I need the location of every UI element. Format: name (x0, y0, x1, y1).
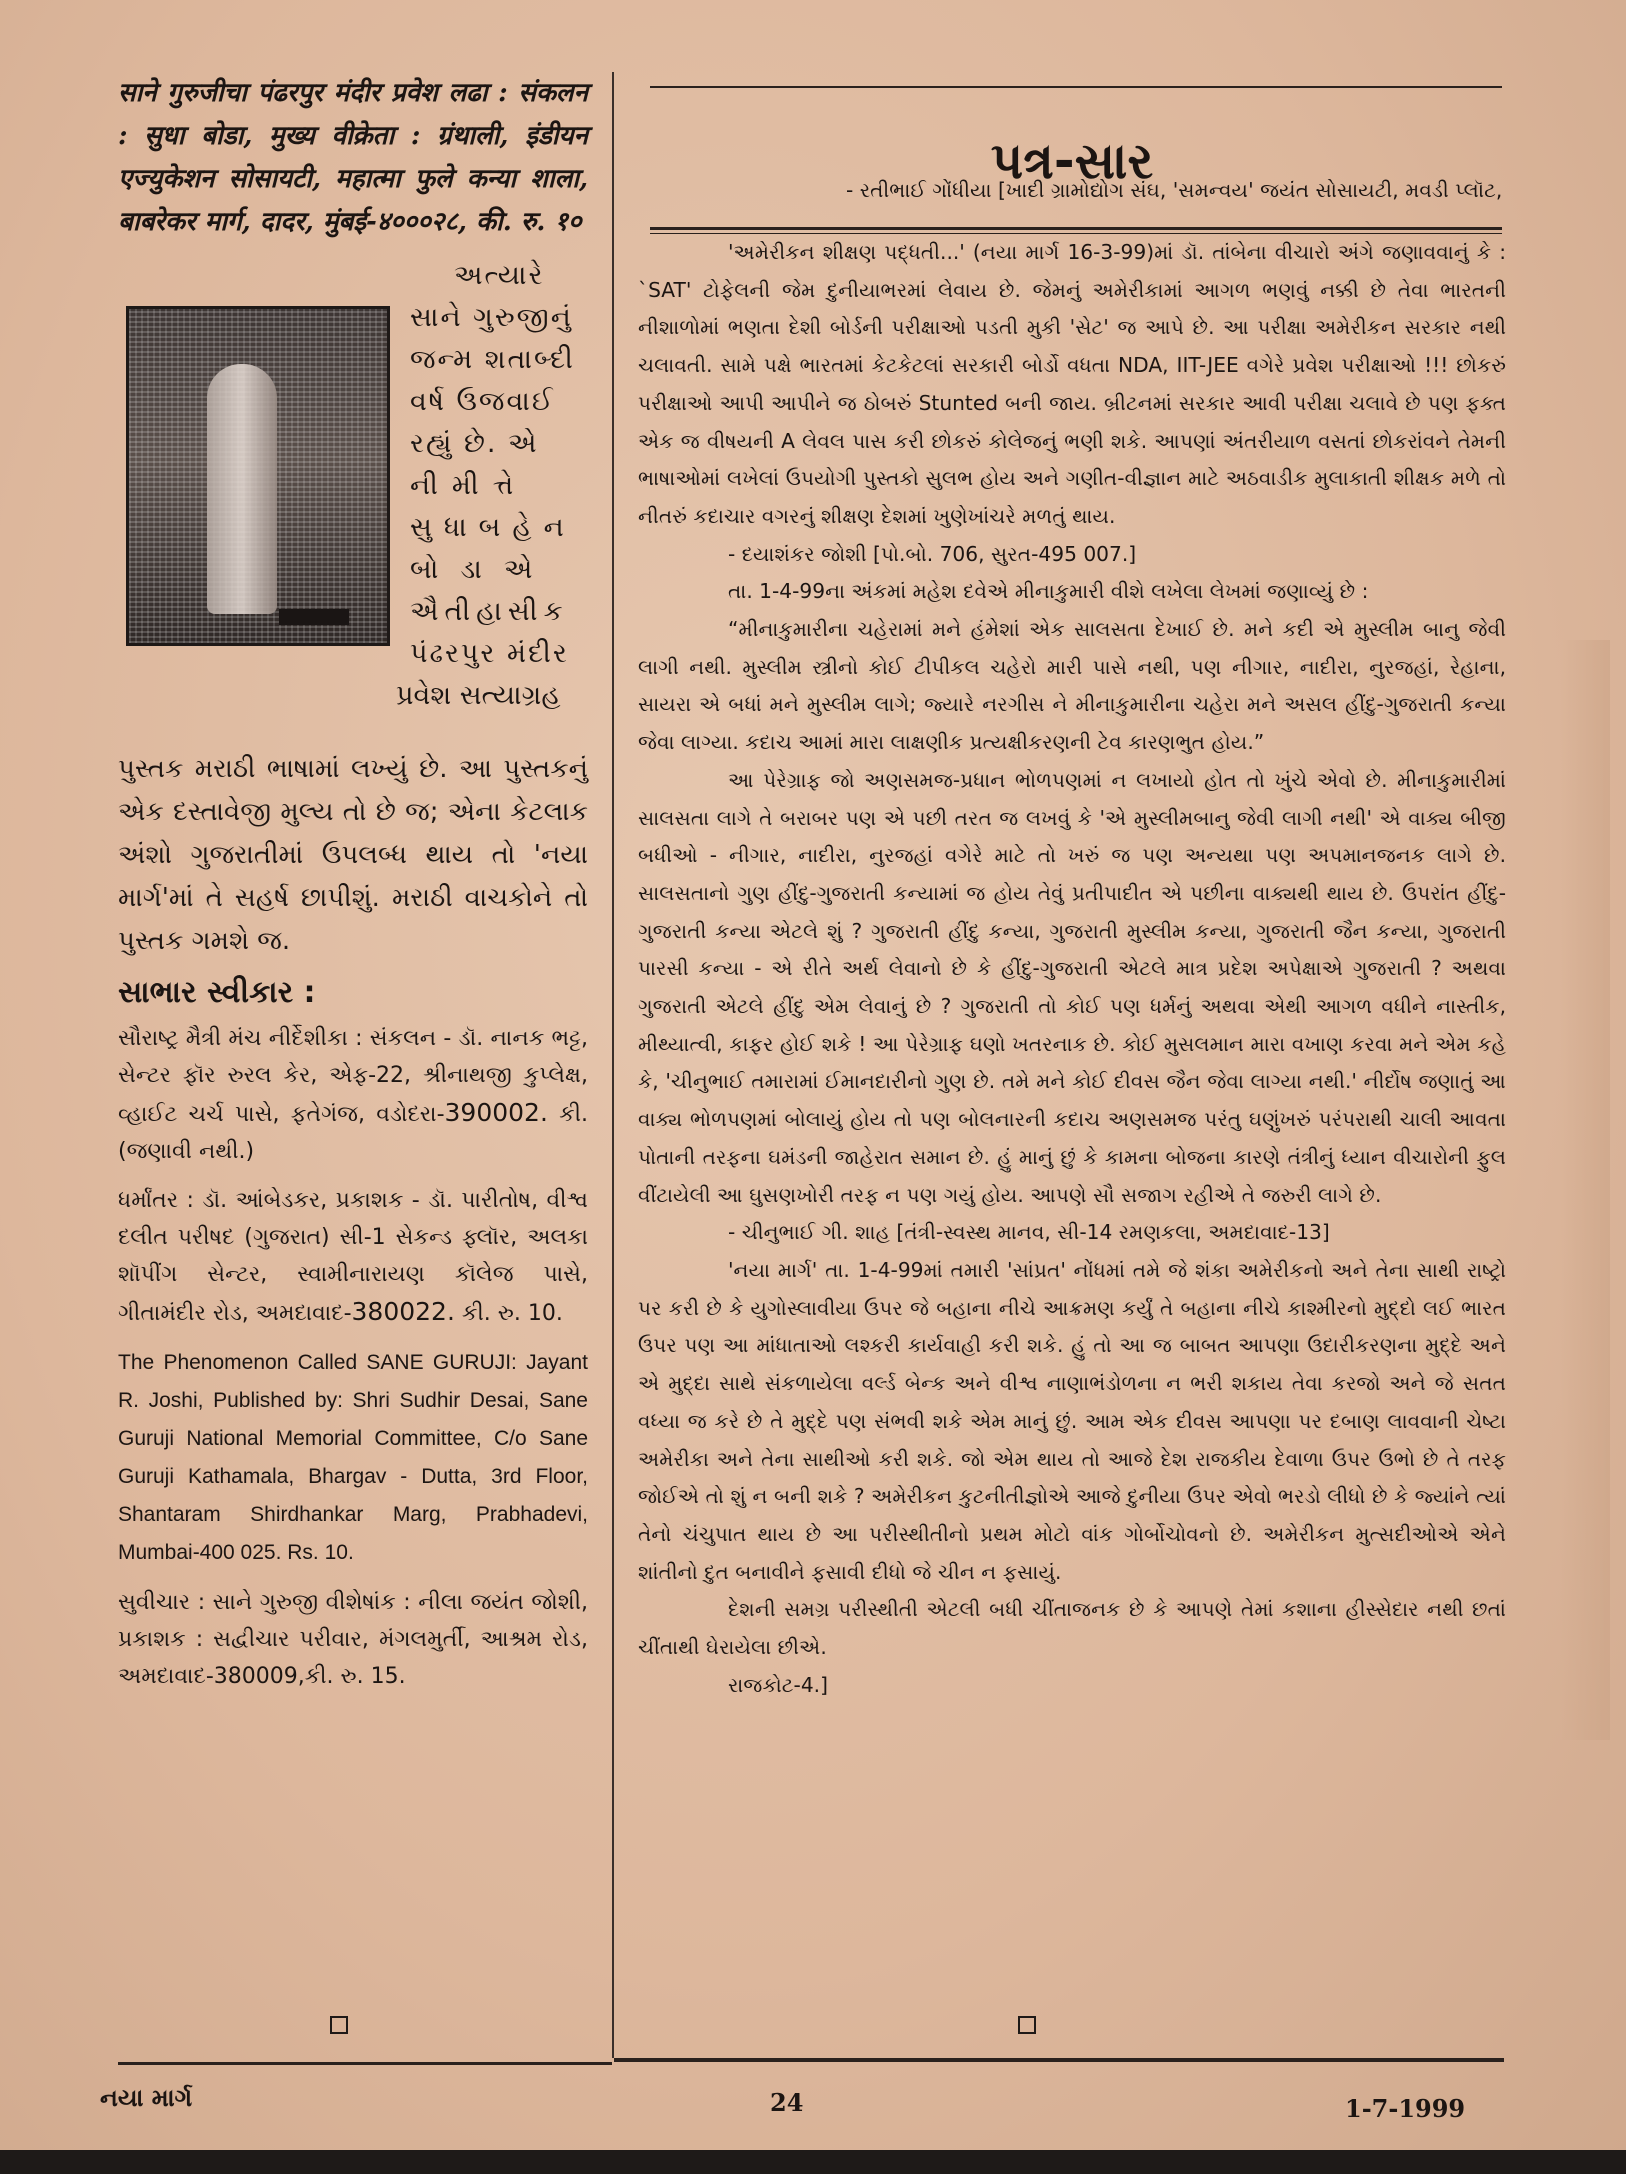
statue-figure (207, 364, 277, 614)
masthead-rule-top (650, 86, 1502, 88)
entry-text: સૌરાષ્ટ્ર મૈત્રી મંચ નીર્દેશીકા : સંકલન - ડૉ. નાનક ભટ્ટ, સેન્ટર ફૉર રુરલ કેર, એફ-22, શ્રીનાથજી કુપ્લેક્ષ, વ્હાઈટ ચર્ચ પાસે, ફતેગંજ, વડોદરા- (118, 1026, 588, 1127)
wrap-line: સુધાબહેન (410, 512, 576, 543)
letter-meenakumari-quote: “મીનાકુમારીના ચહેરામાં મને હંમેશાં એક સાલસતા દેખાઈ છે. મને કદી એ મુસ્લીમ બાનુ જેવી લાગી નથી. મુસ્લીમ સ્ત્રીનો કોઈ ટીપીકલ ચહેરો મારી પાસે નથી, પણ નીગાર, નાદીરા, નુરજહાં, રેહાના, સાયરા એ બધાં મને મુસ્લીમ લાગે; જ્યારે નરગીસ ને મીનાકુમારીના ચહેરા મને અસલ હીંદુ-ગુજરાતી કન્યા જેવા લાગ્યા. કદાચ આમાં મારા લાક્ષણીક પ્રત્યક્ષીકરણની ટેવ કારણભુત હોય.” (638, 617, 1506, 755)
marathi-book-intro: साने गुरुजीचा पंढरपुर मंदीर प्रवेश लढा : संकलन : सुधा बोडा, मुख्य वीक्रेता : ग्रंथाली, इंडीयन एज्युकेशन सोसायटी, महात्मा फुले कन्या शाला, बाबरेकर मार्ग, दादर, मुंबई-४०००२८, की. रु. १० (118, 78, 588, 237)
scan-edge (0, 2150, 1626, 2174)
entry-pincode: 380022. (351, 1297, 455, 1326)
letter-america-end: દેશની સમગ્ર પરીસ્થીતી એટલી બધી ચીંતાજનક છે કે આપણે તેમાં કશાના હીસ્સેદાર નથી છતાં ચીંતાથી ઘેરાયેલા છીએ. (638, 1597, 1506, 1660)
book-description: પુસ્તક મરાઠી ભાષામાં લખ્યું છે. આ પુસ્તકનું એક દસ્તાવેજી મુલ્ય તો છે જ; એના કેટલાક અંશો ગુજરાતીમાં ઉપલબ્ધ થાય તો 'નયા માર્ગ'માં તે સહર્ષ છાપીશું. મરાઠી વાચકોને તો પુસ્તક ગમશે જ. (118, 754, 588, 956)
page-number: 24 (770, 2088, 804, 2117)
letter-signature: - રતીભાઈ ગોંધીયા [ખાદી ગ્રામોદ્યોગ સંઘ, 'સમન્વય' જયંત સોસાયટી, મવડી પ્લૉટ, (846, 178, 1503, 202)
book-entry-dharmantar (118, 1182, 588, 1332)
entry-price: કી. રુ. 10. (454, 1301, 563, 1326)
column-divider (612, 72, 614, 2058)
wrap-line: નીમીત્તે (410, 470, 528, 501)
letters-section (638, 178, 1506, 1704)
book-entry-suvichar: સુવીચાર : સાને ગુરુજી વીશેષાંક : નીલા જયંત જોશી, પ્રકાશક : સદ્વીચાર પરીવાર, મંગલમુર્તી, આશ્રમ રોડ, અમદાવાદ-380009,કી. રુ. 15. (118, 1590, 588, 1689)
letter-america: 'નયા માર્ગ' તા. 1-4-99માં તમારી 'સાંપ્રત' નોંધમાં તમે જે શંકા અમેરીકનો અને તેના સાથી રાષ્ટ્રો પર કરી છે કે યુગોસ્લાવીયા ઉપર જે બહાના નીચે આક્રમણ કર્યું તે બહાના નીચે કાશ્મીરનો મુદ્દો લઈ ભારત ઉપર પણ આ માંધાતાઓ લશ્કરી કાર્યવાહી કરી શકે. હું તો આ જ બાબત આપણા ઉદારીકરણના મુદ્દે અને એ મુદ્દા સાથે સંકળાયેલા વર્લ્ડ બેન્ક અને વીશ્વ નાણાભંડોળના ન ભરી શકાય તેવા કરજો અને જે સતત વધ્યા જ કરે છે તે મુદ્દે પણ સંભવી શકે એમ માનું છું. આમ એક દીવસ આપણા પર દબાણ લાવવાની ચેષ્ટા અમેરીકા અને તેના સાથીઓ કરી શકે. જો એમ થાય તો આજે દેશ રાજકીય દેવાળા ઉપર ઉભો છે તે તરફ જોઈએ તો શું ન બની શકે ? અમેરીકન કુટનીતીજ્ઞોએ આજે દુનીયા ઉપર એવો ભરડો લીધો છે કે જ્યાંને ત્યાં તેનો ચંચુપાત થાય છે આ પરીસ્થીતીનો પ્રથમ મોટો વાંક ગોર્બોચોવનો છે. અમેરીકન મુત્સદીઓએ એને શાંતીનો દુત બનાવીને ફસાવી દીધો જે ચીન ન ફસાયું. (638, 1257, 1506, 1584)
wrap-line: પ્રવેશ સત્યાગ્રહ (396, 680, 561, 711)
letter-signature: - દયાશંકર જોશી [પો.બો. 706, સુરત-495 007.] (728, 541, 1137, 566)
book-entry-sane-guruji-english: The Phenomenon Called SANE GURUJI: Jayant R. Joshi, Published by: Shri Sudhir Desai, Sane Guruji National Memorial Committee, C/o Sane Guruji Kathamala, Bhargav - Dutta, 3rd Floor, Shantaram Shirdhankar Marg, Prabhadevi, Mumbai-400 025. Rs. 10. (118, 1351, 588, 1564)
end-mark-left (330, 2016, 348, 2034)
footer-rule-left (118, 2062, 612, 2065)
sane-guruji-photo (126, 306, 390, 646)
acknowledgement-heading: સાભાર સ્વીકાર : (118, 975, 316, 1010)
entry-text: ધર્માંતર : ડૉ. આંબેડકર, પ્રકાશક - ડૉ. પારીતોષ, વીશ્વ દલીત પરીષદ (ગુજરાત) સી-1 સેકન્ડ ફ્લૉર, અલકા શૉપીંગ સેન્ટર, સ્વામીનારાયણ કૉલેજ પાસે, ગીતામંદીર રોડ, અમદાવાદ- (118, 1188, 588, 1326)
footer-rule-right (614, 2058, 1504, 2062)
entry-pincode: 390002. (444, 1098, 548, 1127)
wrap-line: રહ્યું છે. એ (410, 428, 539, 459)
left-column (118, 72, 588, 1707)
publication-name: નયા માર્ગ (100, 2084, 193, 2112)
entry-price: કી. (જણાવી નથી.) (118, 1102, 589, 1164)
letter-education: 'અમેરીકન શીક્ષણ પદ્ધતી...' (નયા માર્ગ 16-3-99)માં ડૉ. તાંબેના વીચારો અંગે જણાવવાનું કે : `SAT' ટોફેલની જેમ દુનીયાભરમાં લેવાય છે. જેમનું અમેરીકામાં આગળ ભણવું નક્કી છે તેવા ભારતની નીશાળોમાં ભણતા દેશી બોર્ડની પરીક્ષાઓ પડતી મુકી 'સેટ' જ આપે છે. આ પરીક્ષા અમેરીકન સરકાર નથી ચલાવતી. સામે પક્ષે ભારતમાં કેટકેટલાં સરકારી બોર્ડો વધતા NDA, IIT-JEE વગેરે પ્રવેશ પરીક્ષાઓ !!! છોકરું પરીક્ષાઓ આપી આપીને જ ઠોબરું Stunted બની જાય. બ્રીટનમાં સરકાર આવી પરીક્ષા ચલાવે છે પણ ફક્ત એક જ વીષયની A લેવલ પાસ કરી છોકરું કોલેજનું ભણી શકે. આપણાં અંતરીયાળ વસતાં છોકરાંવને તેમની ભાષાઓમાં લખેલાં ઉપયોગી પુસ્તકો સુલભ હોય અને ગણીત-વીજ્ઞાન માટે અઠવાડીક મુલાકાતી શીક્ષક મળે તો નીતરું કદાચાર વગરનું શીક્ષણ દેશમાં ખુણેખાંચરે મળતું થાય. (638, 240, 1506, 528)
letter-signature: - ચીનુભાઈ ગી. શાહ [તંત્રી-સ્વસ્થ માનવ, સી-14 રમણકલા, અમદાવાદ-13] (728, 1220, 1330, 1245)
end-mark-right (1018, 2016, 1036, 2034)
section-masthead: પત્ર-સાર (990, 132, 1154, 190)
wrap-line: વર્ષ ઉજવાઈ (410, 386, 555, 417)
book-entry-maitri-manch (118, 1020, 588, 1170)
letter-signature-city: રાજકોટ-4.] (728, 1672, 828, 1697)
wrap-line: બોડાએ (410, 554, 555, 585)
letter-meenakumari-body: આ પેરેગ્રાફ જો અણસમજ-પ્રધાન ભોળપણમાં ન લખાયો હોત તો ખુંચે એવો છે. મીનાકુમારીમાં સાલસતા લાગે તે બરાબર પણ એ પછી તરત જ લખવું કે 'એ મુસ્લીમબાનુ જેવી લાગી નથી' એ વાક્ય બીજી બધીઓ - નીગાર, નાદીરા, નુરજહાં વગેરે માટે તો ખરું જ પણ અન્યથા પણ અપમાનજનક લાગે છે. સાલસતાનો ગુણ હીંદુ-ગુજરાતી કન્યામાં જ હોય તેવું પ્રતીપાદીત એ પછીના વાક્યથી થાય છે. ઉપરાંત હીંદુ-ગુજરાતી કન્યા એટલે શું ? ગુજરાતી હીંદુ કન્યા, ગુજરાતી મુસ્લીમ કન્યા, ગુજરાતી જૈન કન્યા, ગુજરાતી પારસી કન્યા - એ રીતે અર્થ લેવાનો છે કે હીંદુ-ગુજરાતી એટલે માત્ર પ્રદેશ અપેક્ષાએ ગુજરાતી ? અથવા ગુજરાતી એટલે હીંદુ એમ લેવાનું છે ? ગુજરાતી તો કોઈ પણ ધર્મનું અથવા એથી આગળ વધીને નાસ્તીક, મીથ્યાત્વી, કાફર હોઈ શકે ! આ પેરેગ્રાફ ઘણો ખતરનાક છે. કોઈ મુસલમાન મારા વખાણ કરવા મને એમ કહે કે, 'ચીનુભાઈ તમારામાં ઈમાનદારીનો ગુણ છે. તમે મને કોઈ દીવસ જૈન જેવા લાગ્યા નથી.' નીર્દોષ જણાતું આ વાક્ય ભોળપણમાં બોલાયું હોય તો પણ બોલનારની કદાચ અણસમજ પરંતુ ઘણુંખરું પરંપરાથી ચાલી આવતા પોતાની તરફના ઘમંડની જાહેરાત સમાન છે. હું માનું છું કે કામના બોજના કારણે તંત્રીનું ધ્યાન વીચારોની ફુલ વીંટાયેલી આ ઘુસણખોરી તરફ ન પણ ગયું હોય. આપણે સૌ સજાગ રહીએ તે જરુરી લાગે છે. (638, 767, 1506, 1207)
wrap-line: ઐતીહાસીક (410, 596, 569, 627)
wrap-line: જન્મ શતાબ્દી (410, 344, 575, 375)
paper-shade (1560, 640, 1610, 1740)
photo-caption-strip (279, 609, 349, 625)
right-column (638, 100, 1506, 1704)
photo-wrap-section (118, 258, 588, 748)
wrap-line: સાને ગુરુજીનું (410, 302, 573, 333)
wrap-line: પંઢરપુર મંદીર (410, 638, 569, 669)
issue-date: 1-7-1999 (1345, 2094, 1466, 2123)
wrap-line: અત્યારે (454, 260, 545, 291)
letter-meenakumari-intro: તા. 1-4-99ના અંકમાં મહેશ દવેએ મીનાકુમારી વીશે લખેલા લેખમાં જણાવ્યું છે : (728, 579, 1369, 604)
